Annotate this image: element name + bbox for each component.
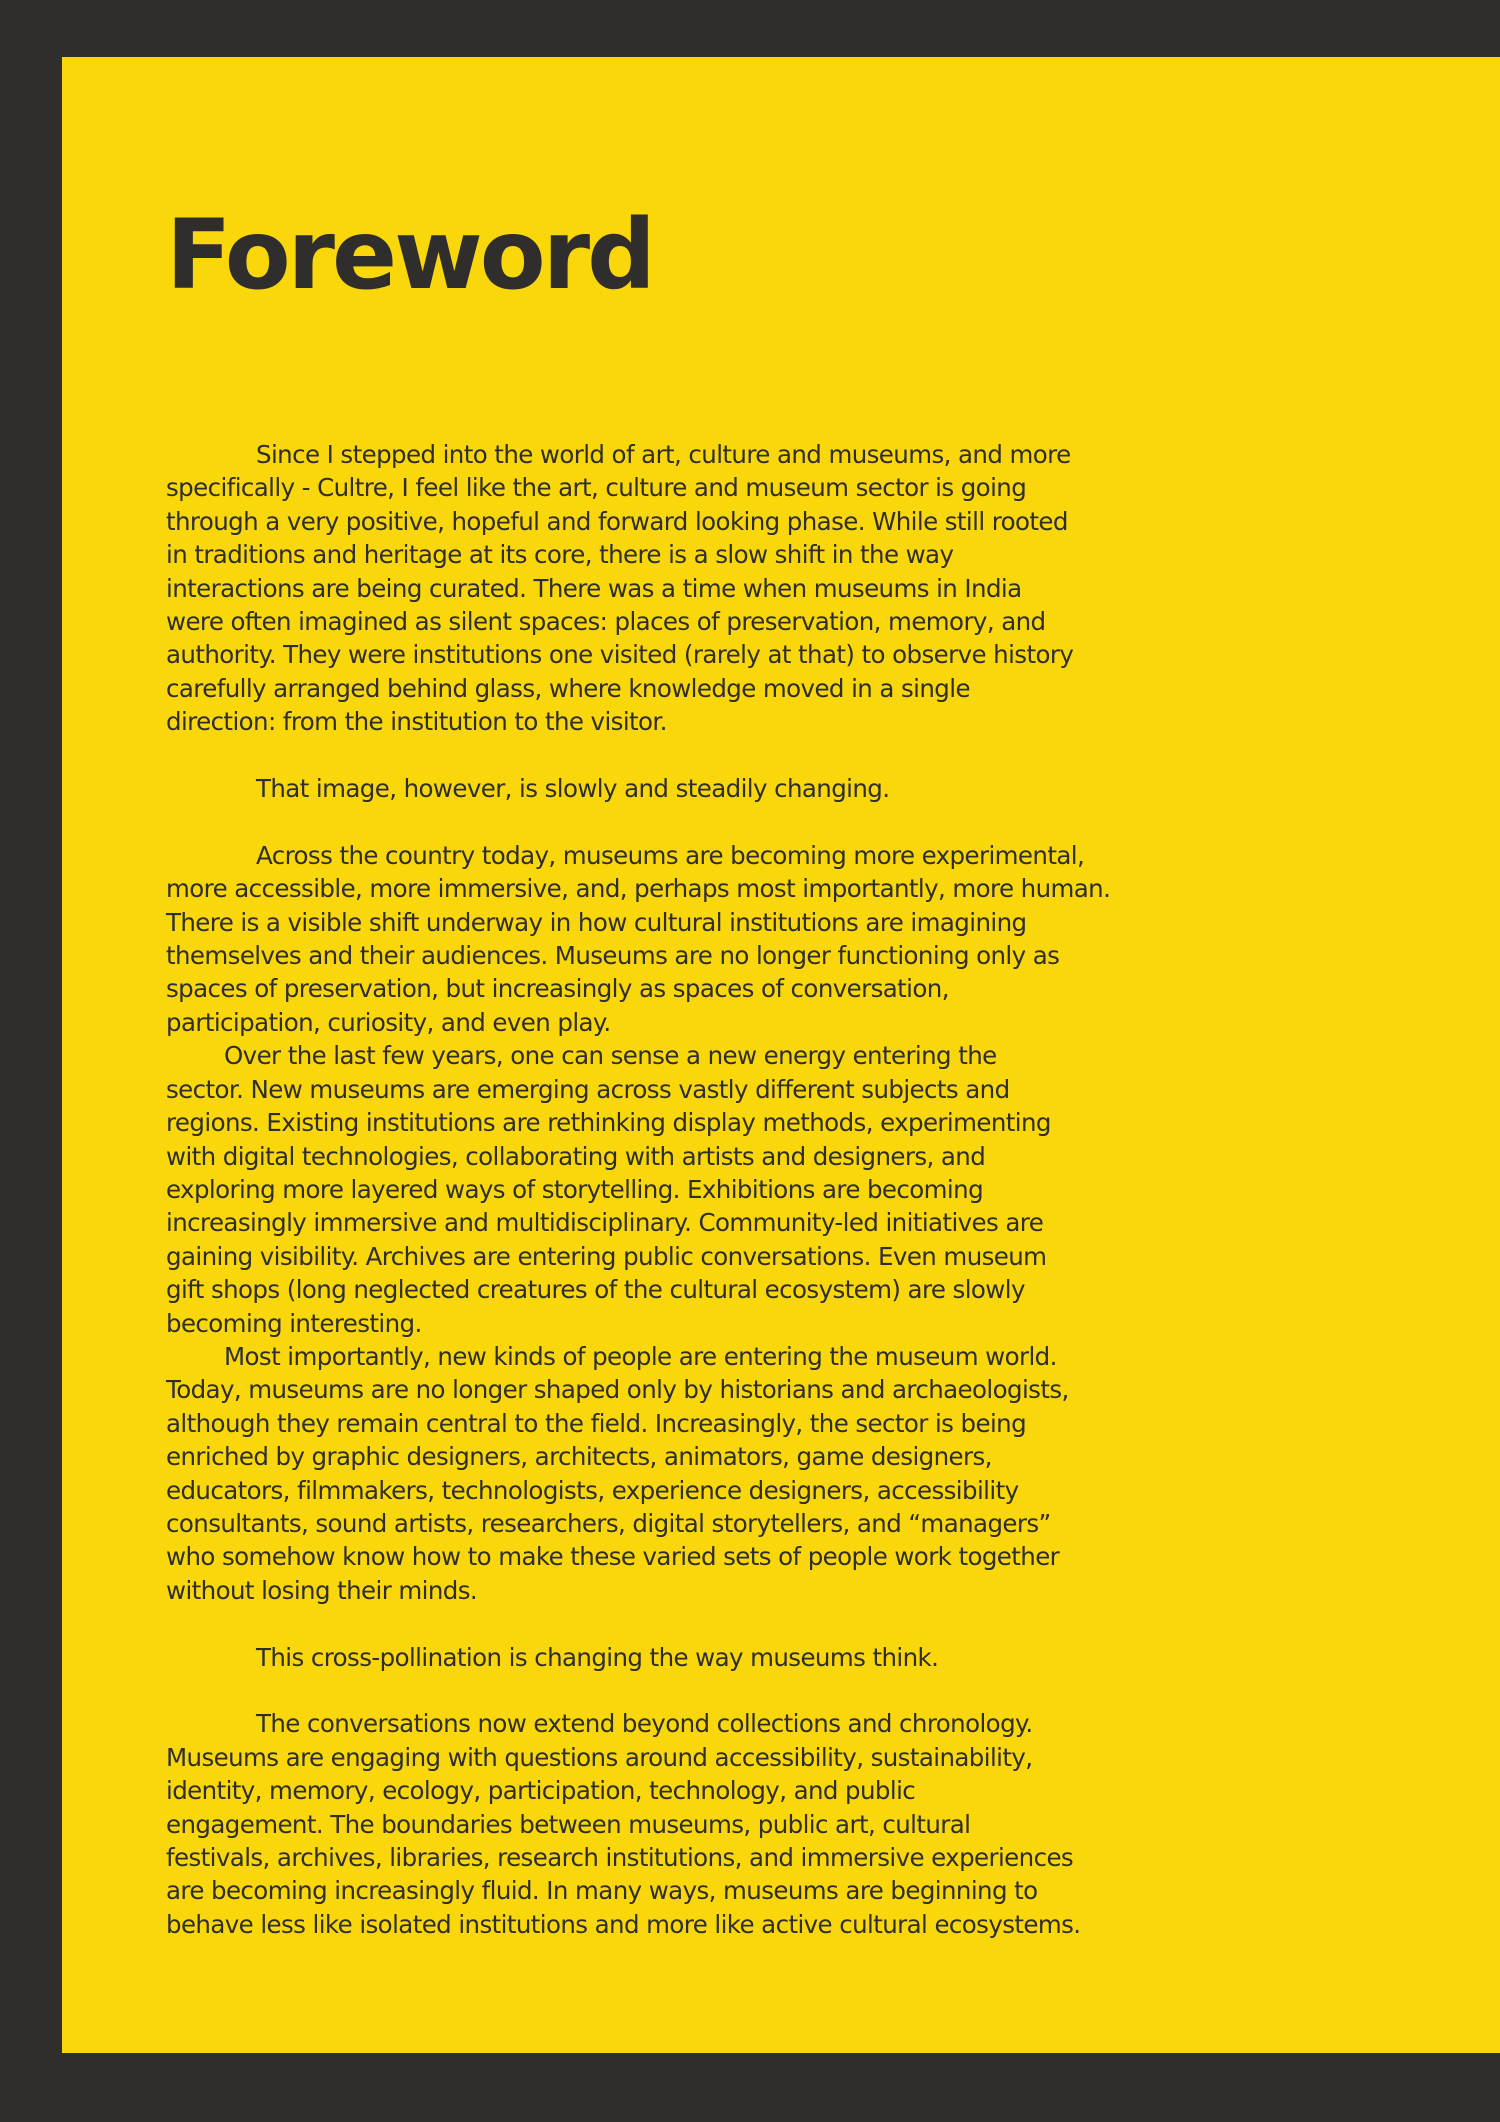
paragraph-7: The conversations now extend beyond collections and chronology. Museums are engaging with questions around accessibility, sustainability, identity, memory, ecology, participation, technology, and public engagement. The boundaries between museums, public art, cultural festivals, archives, libraries, research institutions, and immersive experiences are becoming increasingly fluid. In many ways, museums are beginning to behave less like isolated institutions and more like active cultural ecosystems. xyxy=(166,1709,1081,1939)
paragraph-4: Over the last few years, one can sense a new energy entering the sector. New museums are emerging across vastly different subjects and regions. Existing institutions are rethinking display methods, experimenting with digital technologies, collaborating with artists and designers, and exploring more layered ways of storytelling. Exhibitions are becoming increasingly immersive and multidisciplinary. Community-led initiatives are gaining visibility. Archives are entering public conversations. Even museum gift shops (long neglected creatures of the cultural ecosystem) are slowly becoming interesting. xyxy=(166,1041,1051,1338)
paragraph-5: Most importantly, new kinds of people are entering the museum world. Today, museums are no longer shaped only by historians and archaeologists, although they remain central to the field. Increasingly, the sector is being enriched by graphic designers, architects, animators, game designers, educators, filmmakers, technologists, experience designers, accessibility consultants, sound artists, researchers, digital storytellers, and “managers” who somehow know how to make these varied sets of people work together without losing their minds. xyxy=(166,1341,1069,1605)
paragraph-6: This cross-pollination is changing the way museums think. xyxy=(256,1642,939,1672)
foreword-body xyxy=(166,438,1166,1941)
paragraph-1: Since I stepped into the world of art, culture and museums, and more specifically - Cultre, I feel like the art, culture and museum sector is going through a very positive, hopeful and forward looking phase. While still rooted in traditions and heritage at its core, there is a slow shift in the way interactions are being curated. There was a time when museums in India were often imagined as silent spaces: places of preservation, memory, and authority. They were institutions one visited (rarely at that) to observe history carefully arranged behind glass, where knowledge moved in a single direction: from the institution to the visitor. xyxy=(166,440,1074,737)
document-page xyxy=(62,57,1500,2053)
paragraph-3: Across the country today, museums are becoming more experimental, more accessible, more immersive, and, perhaps most importantly, more human. There is a visible shift underway in how cultural institutions are imagining themselves and their audiences. Museums are no longer functioning only as spaces of preservation, but increasingly as spaces of conversation, participation, curiosity, and even play. xyxy=(166,840,1111,1037)
paragraph-2: That image, however, is slowly and steadily changing. xyxy=(256,774,890,804)
page-title: Foreword xyxy=(166,199,653,311)
